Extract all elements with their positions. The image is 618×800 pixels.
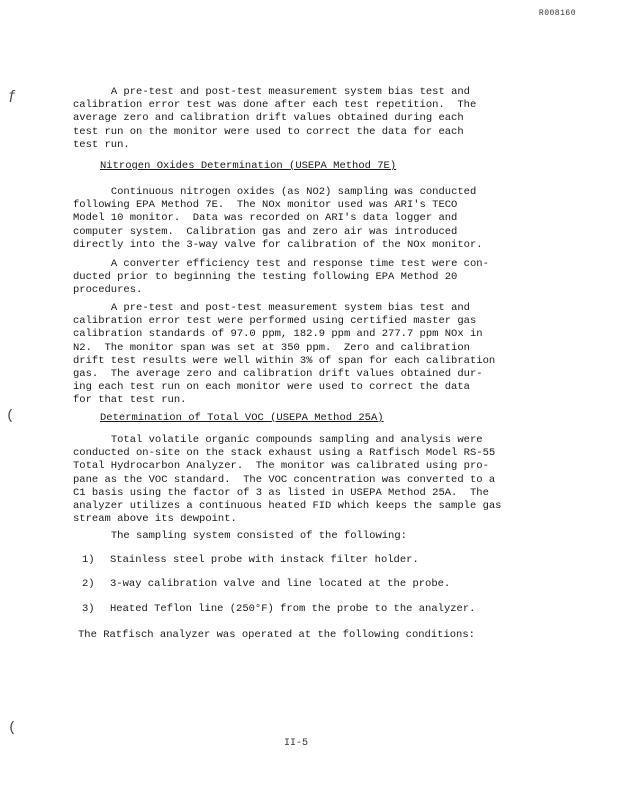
list-number: 2) [82, 578, 95, 590]
paragraph-text: A pre-test and post-test measurement system bias test and calibration error test were performed using certified master gas calibration standards of 97.0 ppm, 182.9 ppm and 277.7 ppm NOx in N2. The monitor span was set at 350 ppm. Zero and calibration drift test results were well within 3% of span for each calibration gas. The average zero and calibration drift values obtained dur- ing each test run on each monitor were used to correct the data for that test run. [73, 302, 496, 407]
paragraph-text: The sampling system consisted of the following: [73, 530, 407, 542]
list-number: 1) [82, 554, 95, 566]
list-item [82, 554, 419, 567]
list-text: Heated Teflon line (250°F) from the probe to the analyzer. [110, 603, 476, 615]
list-text: 3-way calibration valve and line located at the probe. [110, 578, 451, 590]
paragraph-nox-calibration [73, 302, 543, 408]
paragraph-voc [73, 434, 543, 526]
paragraph-bias-test [73, 86, 543, 152]
paragraph-nox-sampling [73, 186, 543, 252]
paragraph-text: Total volatile organic compounds sampling and analysis were conducted on-site on the stack exhaust using a Ratfisch Model RS-55 Total Hydrocarbon Analyzer. The monitor was calibrated using pro- pane as the VOC standard. The VOC concentration was converted to a C1 basis using the factor of 3 as listed in USEPA Method 25A. The analyzer utilizes a continuous heated FID which keeps the sample gas stream above its dewpoint. [73, 434, 502, 526]
margin-mark: ( [8, 720, 17, 736]
closing-line: The Ratfisch analyzer was operated at the following conditions: [78, 629, 475, 641]
page-code: R008160 [538, 9, 576, 18]
heading-voc: Determination of Total VOC (USEPA Method 25A) [100, 412, 384, 424]
paragraph-text: A pre-test and post-test measurement system bias test and calibration error test was done after each test repetition. The average zero and calibration drift values obtained during each test run on the monitor were used to correct the data for each test run. [73, 86, 477, 151]
paragraph-text: A converter efficiency test and response time test were con- ducted prior to beginning the testing following EPA Method 20 procedures. [73, 258, 489, 297]
list-text: Stainless steel probe with instack filter holder. [110, 554, 419, 566]
list-number: 3) [82, 603, 95, 615]
list-item [82, 578, 450, 591]
paragraph-converter [73, 258, 543, 298]
list-item [82, 603, 475, 616]
margin-mark: ( [6, 408, 15, 424]
margin-mark: ƒ [8, 88, 17, 104]
paragraph-text: Continuous nitrogen oxides (as NO2) sampling was conducted following EPA Method 7E. The NOx monitor used was ARI's TECO Model 10 monitor. Data was recorded on ARI's data logger and computer system. Calibration gas and zero air was introduced directly into the 3-way valve for calibration of the NOx monitor. [73, 186, 483, 251]
paragraph-sampling-system [73, 530, 543, 543]
page-number: II-5 [284, 738, 309, 749]
heading-nox: Nitrogen Oxides Determination (USEPA Method 7E) [100, 160, 397, 172]
